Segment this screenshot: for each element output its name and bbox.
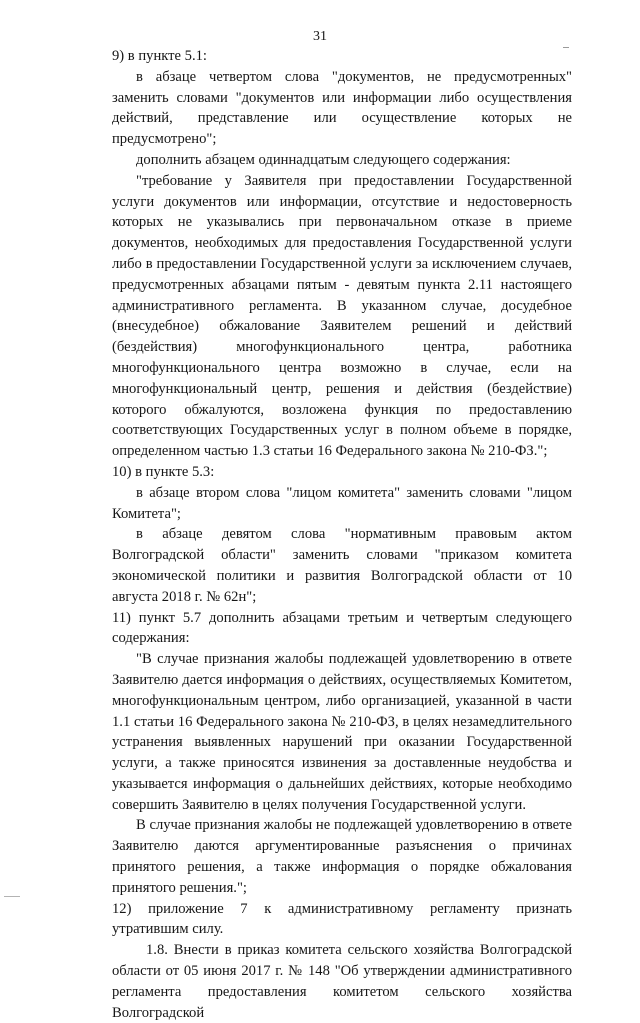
- paragraph-item-9-a: в абзаце четвертом слова "документов, не предусмотренных" заменить словами "документов или информации либо осуществления действий, представление или осуществление которых не предусмотрено";: [112, 68, 572, 148]
- paragraph-section-1-8: 1.8. Внести в приказ комитета сельского хозяйства Волгоградской области от 05 июня 2017 г. № 148 "Об утверждении административного регламента предоставления комитетом сельского хозяйства Волгоградской: [112, 942, 572, 1021]
- paragraph-item-11-quote-2: В случае признания жалобы не подлежащей удовлетворению в ответе Заявителю даются аргументированные разъяснения о причинах принятого решения, а также информация о порядке обжалования принятого решения.";: [112, 817, 572, 896]
- paragraph-item-10-b: в абзаце девятом слова "нормативным правовым актом Волгоградской области" заменить словами "приказом комитета экономической политики и развития Волгоградской области от 10 августа 2018 г. № 62н";: [112, 526, 572, 605]
- document-body: [88, 46, 572, 1023]
- paragraph-item-9-quote: "требование у Заявителя при предоставлении Государственной услуги документов или информации, отсутствие и недостоверность которых не указывались при первоначальном отказе в приеме документов, необходимых для предоставления Государственной услуги либо в предоставлении Государственной услуги за исключением случаев, предусмотренных абзацами пятым - девятым пункта 2.11 настоящего административного регламента. В указанном случае, досудебное (внесудебное) обжалование Заявителем решений и действий (бездействия) многофункционального центра, работника многофункционального центра возможно в случае, если на многофункциональный центр, решения и действия (бездействие) которого обжалуются, возложена функция по предоставлению соответствующих Государственных услуг в полном объеме в порядке, определенном частью 1.3 статьи 16 Федерального закона № 210-ФЗ.";: [112, 172, 572, 460]
- paragraph-item-10-a: в абзаце втором слова "лицом комитета" заменить словами "лицом Комитета";: [112, 484, 572, 522]
- paragraph-item-9-b: дополнить абзацем одиннадцатым следующего содержания:: [136, 151, 511, 168]
- paragraph-item-12: 12) приложение 7 к административному регламенту признать утратившим силу.: [112, 900, 572, 938]
- scan-edge-mark: [4, 896, 20, 897]
- paragraph-item-11-quote-1: "В случае признания жалобы подлежащей удовлетворению в ответе Заявителю дается информация о действиях, осуществляемых Комитетом, многофункциональным центром, либо организацией, указанной в части 1.1 статьи 16 Федерального закона № 210-ФЗ, в целях незамедлительного устранения выявленных нарушений при оказании Государственной услуги, а также приносятся извинения за доставленные неудобства и указывается информация о дальнейших действиях, которые необходимо совершить Заявителю в целях получения Государственной услуги.: [112, 651, 572, 813]
- paragraph-item-10: 10) в пункте 5.3:: [112, 463, 215, 480]
- paragraph-item-11: 11) пункт 5.7 дополнить абзацами третьим и четвертым следующего содержания:: [112, 609, 572, 647]
- page-number: 31: [313, 29, 327, 44]
- paragraph-item-9: 9) в пункте 5.1:: [112, 48, 207, 64]
